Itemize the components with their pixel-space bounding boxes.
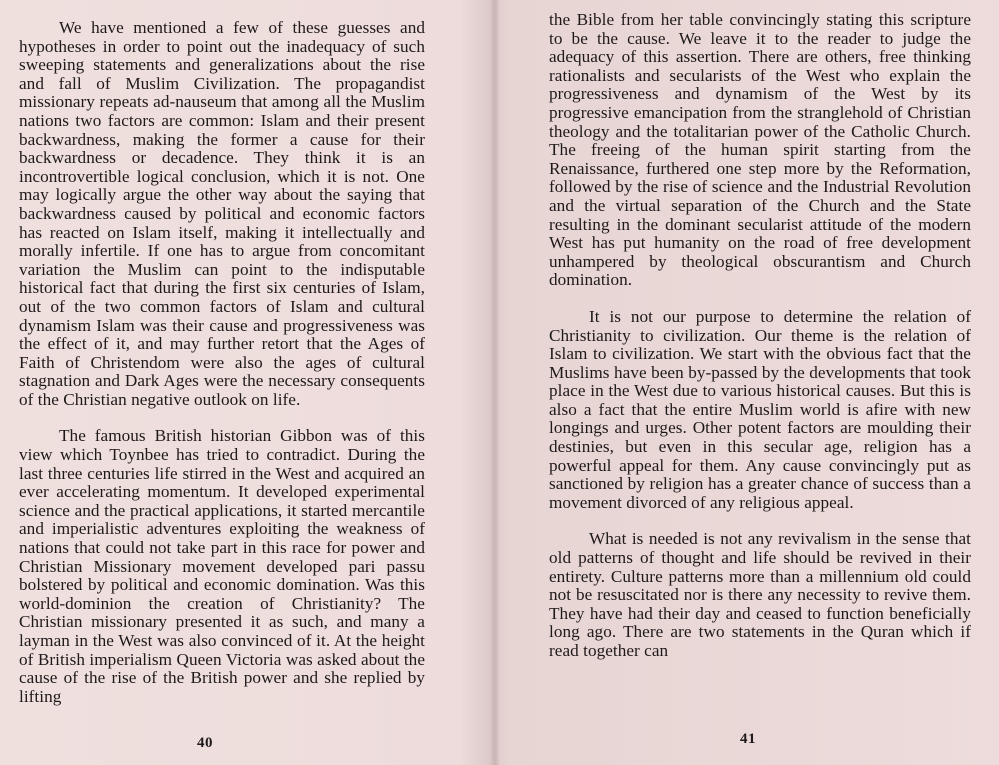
book-gutter [491,0,499,765]
page-number: 41 [740,731,756,747]
paragraph: The famous British historian Gibbon was of this view which Toynbee has tried to contradict. During the last three centuries life stirred in the West and acquired an ever accelerating momentum. It developed experimental science and the practical applications, it started mercantile and imperialistic adventures exploiting the weakness of nations that could not take part in this race for power and Christian Missionary movement developed pari passu bolstered by political and economic domination. Was this world-dominion the creation of Christianity? The Christian missionary presented it as such, and many a layman in the West was also convinced of it. At the height of British imperialism Queen Victoria was asked about the cause of the rise of the British power and she replied by lifting [19,426,425,706]
page-number: 40 [197,735,213,751]
paragraph: the Bible from her table convincingly stating this scripture to be the cause. We leave it to the reader to judge the adequacy of this assertion. There are others, free thinking rationalists and secularists of the West who explain the progressiveness and dynamism of the West by its progressive emancipation from the stranglehold of Christian theology and the totalitarian power of the Catholic Church. The freeing of the human spirit starting from the Renaissance, furthered one step more by the Reformation, followed by the rise of science and the Industrial Revolution and the virtual separation of the Church and the State resulting in the dominant secularist attitude of the modern West has put humanity on the road of free development unhampered by theological obscurantism and Church domination. [549,10,971,290]
paragraph: We have mentioned a few of these guesses and hypotheses in order to point out the inadequacy of such sweeping statements and generalizations about the rise and fall of Muslim Civilization. The propagandist missionary repeats ad-nauseum that among all the Muslim nations two factors are common: Islam and their present backwardness, making the former a cause for their backwardness or decadence. They think it is an incontrovertible logical conclusion, which it is not. One may logically argue the other way about the saying that backwardness caused by political and economic factors has reacted on Islam itself, making it intellectually and morally infertile. If one has to argue from concomitant variation the Muslim can point to the indisputable historical fact that during the first six centuries of Islam, out of the two common factors of Islam and cultural dynamism Islam was their cause and progressiveness was the effect of it, and may further retort that the Ages of Faith of Christendom were also the ages of cultural stagnation and Dark Ages were the necessary consequents of the Christian negative outlook on life. [19,18,425,409]
right-page-text [549,11,971,661]
left-page-text [19,19,425,706]
right-page [502,0,999,765]
left-page [0,0,494,765]
paragraph: It is not our purpose to determine the relation of Christianity to civilization. Our theme is the relation of Islam to civilization. We start with the obvious fact that the Muslims have been by-passed by the developments that took place in the West due to various historical causes. But this is also a fact that the entire Muslim world is afire with new longings and urges. Other potent factors are moulding their destinies, but even in this secular age, religion has a powerful appeal for them. Any cause convincingly put as sanctioned by religion has a greater chance of success than a movement divorced of any religious appeal. [549,306,971,512]
paragraph: What is needed is not any revivalism in the sense that old patterns of thought and life should be revived in their entirety. Culture patterns more than a millennium old could not be resuscitated nor is there any necessity to revive them. They have had their day and ceased to function beneficially long ago. There are two statements in the Quran which if read together can [549,529,971,660]
